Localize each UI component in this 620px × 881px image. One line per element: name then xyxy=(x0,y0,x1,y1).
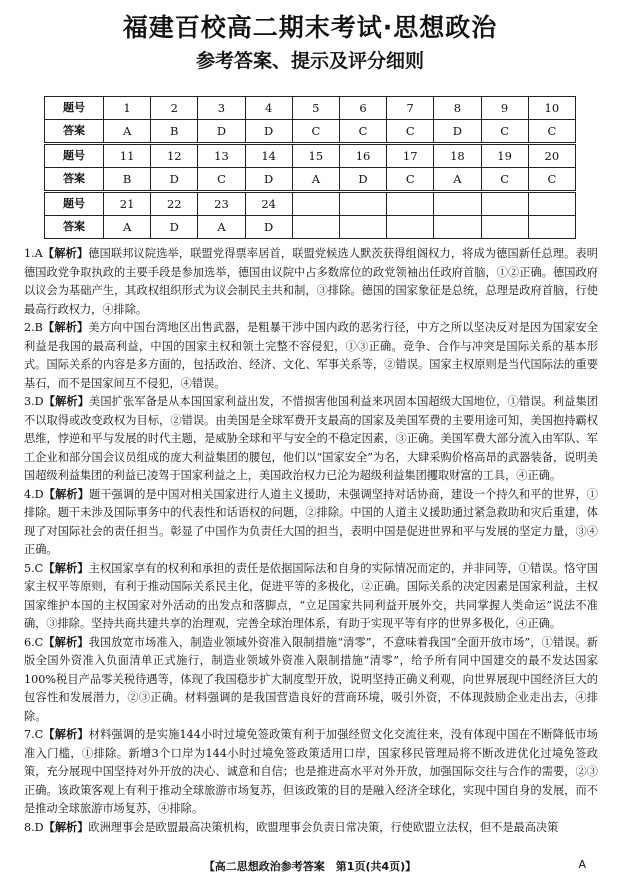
document-subtitle: 参考答案、提示及评分细则 xyxy=(195,50,424,72)
item-number: 6.C xyxy=(24,635,44,649)
answer-cell: D xyxy=(198,120,245,144)
item-number: 5.C xyxy=(24,561,44,575)
item-text: 题干强调的是中国对相关国家进行人道主义援助，未强调坚持对话协商，建设一个持久和平的世界，①排除。题干未涉及国际事务中的代表性和话语权的问题，②排除。中国的人道主义援助通过紧急救助和灾后重建，体现了对国际社会的责任担当。彰显了中国作为负责任大国的担当，表明中国是促进世界和平与发展的坚定力量，③④正确。 xyxy=(24,487,598,556)
explanation-item xyxy=(24,819,598,838)
explanation-item xyxy=(24,245,598,319)
answer-table xyxy=(44,96,576,239)
answer-cell: D xyxy=(434,120,481,144)
answer-cell: B xyxy=(151,120,198,144)
question-number xyxy=(387,192,434,216)
explanation-item xyxy=(24,634,598,727)
answer-cell xyxy=(528,216,575,239)
answer-cell: C xyxy=(481,120,528,144)
answer-cell: C xyxy=(292,120,339,144)
row-label-question: 题号 xyxy=(45,97,104,120)
question-number: 20 xyxy=(528,144,575,168)
row-label-question: 题号 xyxy=(45,192,104,216)
question-number: 2 xyxy=(151,97,198,120)
question-number: 23 xyxy=(198,192,245,216)
item-number: 8.D xyxy=(24,820,44,834)
answer-cell: D xyxy=(245,168,292,192)
question-number: 3 xyxy=(198,97,245,120)
table-row xyxy=(45,97,576,120)
explanation-item xyxy=(24,319,598,393)
answer-cell: C xyxy=(528,168,575,192)
item-text: 我国放宽市场准入，制造业领域外资准入限制措施“清零”，不意味着我国“全面开放市场”，①错误。新版全国外资准入负面清单正式施行，制造业领域外资准入限制措施“清零”，给予所有同中国建交的最不发达国家100%税目产品零关税待遇等，体现了我国稳步扩大制度型开放，说明坚持正确义利观，向世界展现中国经济巨大的包容性和发展潜力，②③正确。材料强调的是我国营造良好的营商环境，吸引外资，不体现鼓励企业走出去，④排除。 xyxy=(24,635,598,723)
document-title: 福建百校高二期末考试·思想政治 xyxy=(122,13,498,42)
answer-cell: C xyxy=(387,168,434,192)
version-label: A xyxy=(578,858,586,871)
question-number xyxy=(434,192,481,216)
answer-cell xyxy=(339,216,386,239)
item-tag: 【解析】 xyxy=(43,395,90,408)
table-row xyxy=(45,120,576,144)
answer-cell: D xyxy=(339,168,386,192)
question-number: 11 xyxy=(104,144,151,168)
question-number: 14 xyxy=(245,144,292,168)
answer-cell xyxy=(387,216,434,239)
question-number: 21 xyxy=(104,192,151,216)
answer-cell: D xyxy=(151,168,198,192)
question-number: 17 xyxy=(387,144,434,168)
question-number xyxy=(292,192,339,216)
question-number: 22 xyxy=(151,192,198,216)
answer-cell: B xyxy=(104,168,151,192)
table-row xyxy=(45,192,576,216)
answer-cell: A xyxy=(104,120,151,144)
item-text: 欧洲理事会是欧盟最高决策机构，欧盟理事会负责日常决策，行使欧盟立法权，但不是最高决策 xyxy=(88,820,559,834)
question-number: 13 xyxy=(198,144,245,168)
item-tag: 【解析】 xyxy=(43,561,89,575)
row-label-answer: 答案 xyxy=(45,168,104,192)
question-number: 5 xyxy=(292,97,339,120)
question-number: 18 xyxy=(434,144,481,168)
answer-cell: C xyxy=(481,168,528,192)
item-tag: 【解析】 xyxy=(43,635,89,649)
row-label-answer: 答案 xyxy=(45,120,104,144)
explanation-item xyxy=(24,486,598,560)
answer-cell: D xyxy=(245,120,292,144)
question-number xyxy=(481,192,528,216)
answer-cell: C xyxy=(339,120,386,144)
table-row xyxy=(45,216,576,239)
answer-cell: A xyxy=(292,168,339,192)
answer-cell: A xyxy=(434,168,481,192)
row-label-answer: 答案 xyxy=(45,216,104,239)
table-row xyxy=(45,168,576,192)
item-tag: 【解析】 xyxy=(43,487,90,501)
item-text: 材料强调的是实施144小时过境免签政策有利于加强经贸文化交流往来，没有体现中国在不断降低市场准入门槛，①排除。新增3个口岸为144小时过境免签政策适用口岸，国家移民管理局将不断改进优化过境免签政策，充分展现中国坚持对外开放的决心、诚意和自信；也是推进高水平对外开放，加强国际交往与合作的需要，②③正确。该政策客观上有利于推动全球旅游市场复苏，但该政策的目的是融入经济全球化，实现中国自身的发展，而不是推动全球旅游市场复苏，④排除。 xyxy=(24,728,598,815)
question-number: 19 xyxy=(481,144,528,168)
question-number xyxy=(339,192,386,216)
answer-cell: C xyxy=(198,168,245,192)
answer-cell: A xyxy=(198,216,245,239)
item-number: 2.B xyxy=(24,321,43,334)
item-tag: 【解析】 xyxy=(43,820,89,834)
item-tag: 【解析】 xyxy=(42,247,89,260)
item-tag: 【解析】 xyxy=(42,321,89,334)
question-number xyxy=(528,192,575,216)
answer-cell xyxy=(292,216,339,239)
item-number: 7.C xyxy=(24,728,44,741)
row-label-question: 题号 xyxy=(45,144,104,168)
answer-cell: D xyxy=(245,216,292,239)
question-number: 8 xyxy=(434,97,481,120)
question-number: 9 xyxy=(481,97,528,120)
question-number: 10 xyxy=(528,97,575,120)
table-row xyxy=(45,144,576,168)
item-text: 主权国家享有的权利和承担的责任是依据国际法和自身的实际情况而定的，并非同等，①错误。恪守国家主权平等原则，有利于推动国际关系民主化，促进平等的多极化，②正确。国际关系的决定因素是国家利益，主权国家维护本国的主权国家对外活动的出发点和落脚点，“立足国家共同利益开展外交，共同掌握人类命运”说法不准确，③排除。坚持共商共建共享的治理观，完善全球治理体系，有助于实现平等有序的世界多极化，④正确。 xyxy=(24,561,598,630)
answer-cell: C xyxy=(387,120,434,144)
explanation-item xyxy=(24,393,598,486)
answer-cell xyxy=(434,216,481,239)
item-number: 3.D xyxy=(24,395,44,408)
answer-cell: C xyxy=(528,120,575,144)
question-number: 7 xyxy=(387,97,434,120)
item-number: 4.D xyxy=(24,487,44,501)
answer-cell: D xyxy=(151,216,198,239)
item-text: 美方向中国台湾地区出售武器，是粗暴干涉中国内政的恶劣行径，中方之所以坚决反对是因为国家安全利益是我国的最高利益，中国的国家主权和领土完整不容侵犯，①③正确。竞争、合作与冲突是国际关系的基本形式。国际关系的内容是多方面的，包括政治、经济、文化、军事关系等，②错误。国家主权原则是当代国际法的重要基石，而不是国家间互不侵犯，④错误。 xyxy=(24,321,598,390)
item-text: 美国扩张军备是从本国国家利益出发，不惜损害他国利益来巩固本国超级大国地位，①错误。利益集团不以取得或改变政权为目标，②错误。由美国是全球军费开支最高的国家及美国军费的主要用途可知，美国抱持霸权思维，悖逆和平与发展的时代主题，是威胁全球和平与安全的不稳定因素，③正确。美国军费大部分流入由军队、军工企业和部分国会议员组成的庞大利益集团的腰包，他们以“国家安全”为名，大肆采购价格高昂的武器装备，说明美国超级利益集团的利益已凌驾于国家利益之上，美国政治权力已沦为超级利益集团攫取财富的工具，④正确。 xyxy=(24,395,598,482)
explanation-item xyxy=(24,560,598,634)
explanation-list xyxy=(24,245,598,837)
question-number: 6 xyxy=(339,97,386,120)
answer-cell: A xyxy=(104,216,151,239)
question-number: 16 xyxy=(339,144,386,168)
item-text: 德国联邦议院选举，联盟党得票率居首，联盟党候选人默茨获得组阁权力，将成为德国新任总理。表明德国政党争取执政的主要手段是参加选举，德国由议院中占多数席位的政党领袖出任政府首脑，①②正确。德国政府以议会为基础产生，其政权组织形式为议会制民主共和制，③排除。德国的国家象征是总统，总理是政府首脑，行使最高行政权力，④排除。 xyxy=(24,247,598,316)
question-number: 4 xyxy=(245,97,292,120)
footer-text: 【高二思想政治参考答案 第1页(共4页)】 xyxy=(203,860,417,873)
question-number: 12 xyxy=(151,144,198,168)
explanation-item xyxy=(24,726,598,819)
page-footer xyxy=(0,858,620,874)
item-tag: 【解析】 xyxy=(43,728,89,741)
question-number: 24 xyxy=(245,192,292,216)
question-number: 1 xyxy=(104,97,151,120)
question-number: 15 xyxy=(292,144,339,168)
answer-cell xyxy=(481,216,528,239)
item-number: 1.A xyxy=(24,247,43,260)
